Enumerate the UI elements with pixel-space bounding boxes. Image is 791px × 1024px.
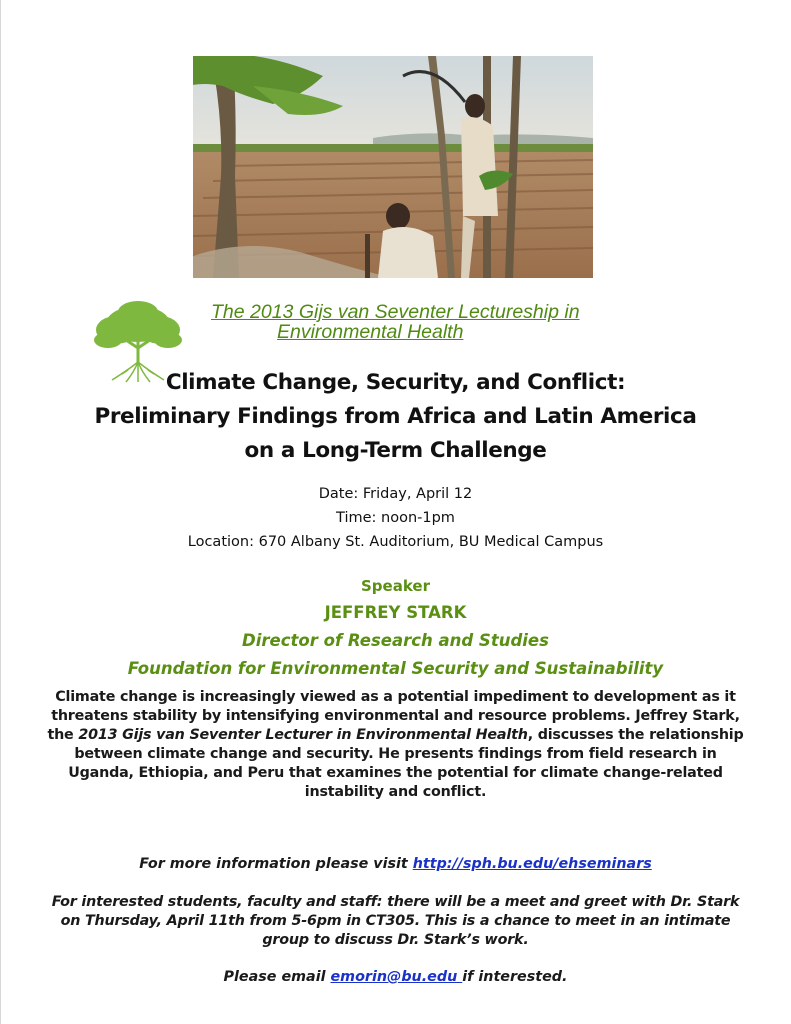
speaker-block <box>40 574 751 683</box>
event-location: Location: 670 Albany St. Auditorium, BU Medical Campus <box>187 534 604 550</box>
description-part-2: , discusses the relationship between climate change and security. He presents findings from field research in Uganda, Ethiopia, and Peru that examines the potential for climate change-related instability and conflict. <box>68 727 744 800</box>
more-info-line <box>40 854 751 874</box>
lectureship-heading <box>190 302 710 342</box>
description-part-1: Climate change is increasingly viewed as a potential impediment to development as it threatens stability by intensifying environmental and resource problems. Jeffrey Stark, the <box>47 689 740 743</box>
speaker-organization: Foundation for Environmental Security and Sustainability <box>127 659 664 678</box>
lecture-description <box>46 688 745 802</box>
speaker-role: Director of Research and Studies <box>242 631 549 650</box>
lecture-title <box>40 366 751 468</box>
page-border <box>0 0 1 1024</box>
lectureship-line-1: The 2013 Gijs van Seventer Lectureship in <box>211 301 580 323</box>
header-photo <box>193 56 593 278</box>
event-details <box>40 482 751 554</box>
more-info-prefix: For more information please visit <box>139 856 413 872</box>
event-date: Date: Friday, April 12 <box>318 486 473 502</box>
email-suffix: if interested. <box>462 969 568 985</box>
meet-and-greet-text: For interested students, faculty and staff: there will be a meet and greet with Dr. Stark on Thursday, April 11th from 5-6pm in CT305. This is a chance to meet in an intimate group to discuss Dr. Stark’s work. <box>51 894 740 948</box>
email-link[interactable]: emorin@bu.edu <box>330 969 463 985</box>
lectureship-line-2: Environmental Health <box>277 321 464 343</box>
email-prefix: Please email <box>223 969 331 985</box>
title-line-1: Climate Change, Security, and Conflict: <box>165 370 626 395</box>
email-line <box>40 967 751 987</box>
title-line-2: Preliminary Findings from Africa and Latin America <box>94 404 697 429</box>
event-time: Time: noon-1pm <box>336 510 455 526</box>
speaker-label: Speaker <box>361 577 430 595</box>
seminar-link[interactable]: http://sph.bu.edu/ehseminars <box>412 856 652 872</box>
speaker-name: JEFFREY STARK <box>324 603 467 622</box>
title-line-3: on a Long-Term Challenge <box>244 438 547 463</box>
description-italic: 2013 Gijs van Seventer Lecturer in Environmental Health <box>78 727 528 743</box>
